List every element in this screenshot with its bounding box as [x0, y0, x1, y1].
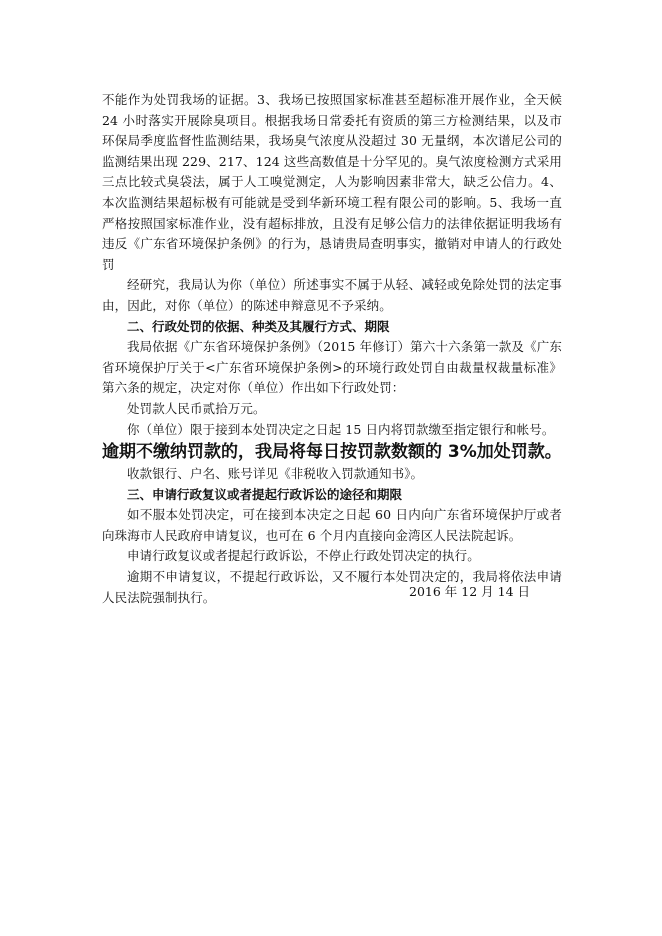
- paragraph-statement-continuation: 不能作为处罚我场的证据。3、我场已按照国家标准甚至超标准开展作业，全天候 24 小时落实开展除臭项目。根据我场日常委托有资质的第三方检测结果，以及市环保局季度监督性监测结果，我场臭气浓度从没超过 30 无量纲，本次谱尼公司的监测结果出现 229、217、124 这些高数值是十分罕见的。臭气浓度检测方式采用三点比较式臭袋法，属于人工嗅觉测定，人为影响因素非常大，缺乏公信力。4、本次监测结果超标极有可能就是受到华新环境工程有限公司的影响。5、我场一直严格按照国家标准作业，没有超标排放，且没有足够公信力的法律依据证明我场有违反《广东省环境保护条例》的行为，恳请贵局查明事实，撤销对申请人的行政处罚: [102, 92, 562, 272]
- paragraph-no-suspension: 申请行政复议或者提起行政诉讼，不停止行政处罚决定的执行。: [127, 548, 480, 564]
- paragraph-payment-deadline: 你（单位）限于接到本处罚决定之日起 15 日内将罚款缴至指定银行和帐号。: [127, 421, 555, 437]
- paragraph-review-conclusion: 经研究，我局认为你（单位）所述事实不属于从轻、减轻或免除处罚的法定事由，因此，对你（单位）的陈述申辩意见不予采纳。: [102, 277, 562, 313]
- document-body: [102, 90, 562, 608]
- document-date: 2016 年 12 月 14 日: [409, 584, 530, 599]
- section-heading-penalty-basis: 二、行政处罚的依据、种类及其履行方式、期限: [127, 318, 390, 334]
- paragraph-enforcement: 逾期不申请复议，不提起行政诉讼，又不履行本处罚决定的，我局将依法申请人民法院强制执行。: [102, 569, 562, 605]
- paragraph-late-penalty-warning: 逾期不缴纳罚款的，我局将每日按罚款数额的 3%加处罚款。: [102, 442, 562, 463]
- section-heading-appeal-routes: 三、申请行政复议或者提起行政诉讼的途径和期限: [127, 486, 403, 502]
- paragraph-legal-basis: 我局依据《广东省环境保护条例》（2015 年修订）第六十六条第一款及《广东省环境保护厅关于<广东省环境保护条例>的环境行政处罚自由裁量权裁量标准》第六条的规定，决定对你（单位）作出如下行政处罚：: [102, 339, 562, 396]
- paragraph-penalty-amount: 处罚款人民币贰拾万元。: [127, 400, 266, 416]
- paragraph-appeal-options: 如不服本处罚决定，可在接到本决定之日起 60 日内向广东省环境保护厅或者向珠海市人民政府申请复议，也可在 6 个月内直接向金湾区人民法院起诉。: [102, 507, 562, 543]
- paragraph-bank-details: 收款银行、户名、账号详见《非税收入罚款通知书》。: [127, 466, 424, 482]
